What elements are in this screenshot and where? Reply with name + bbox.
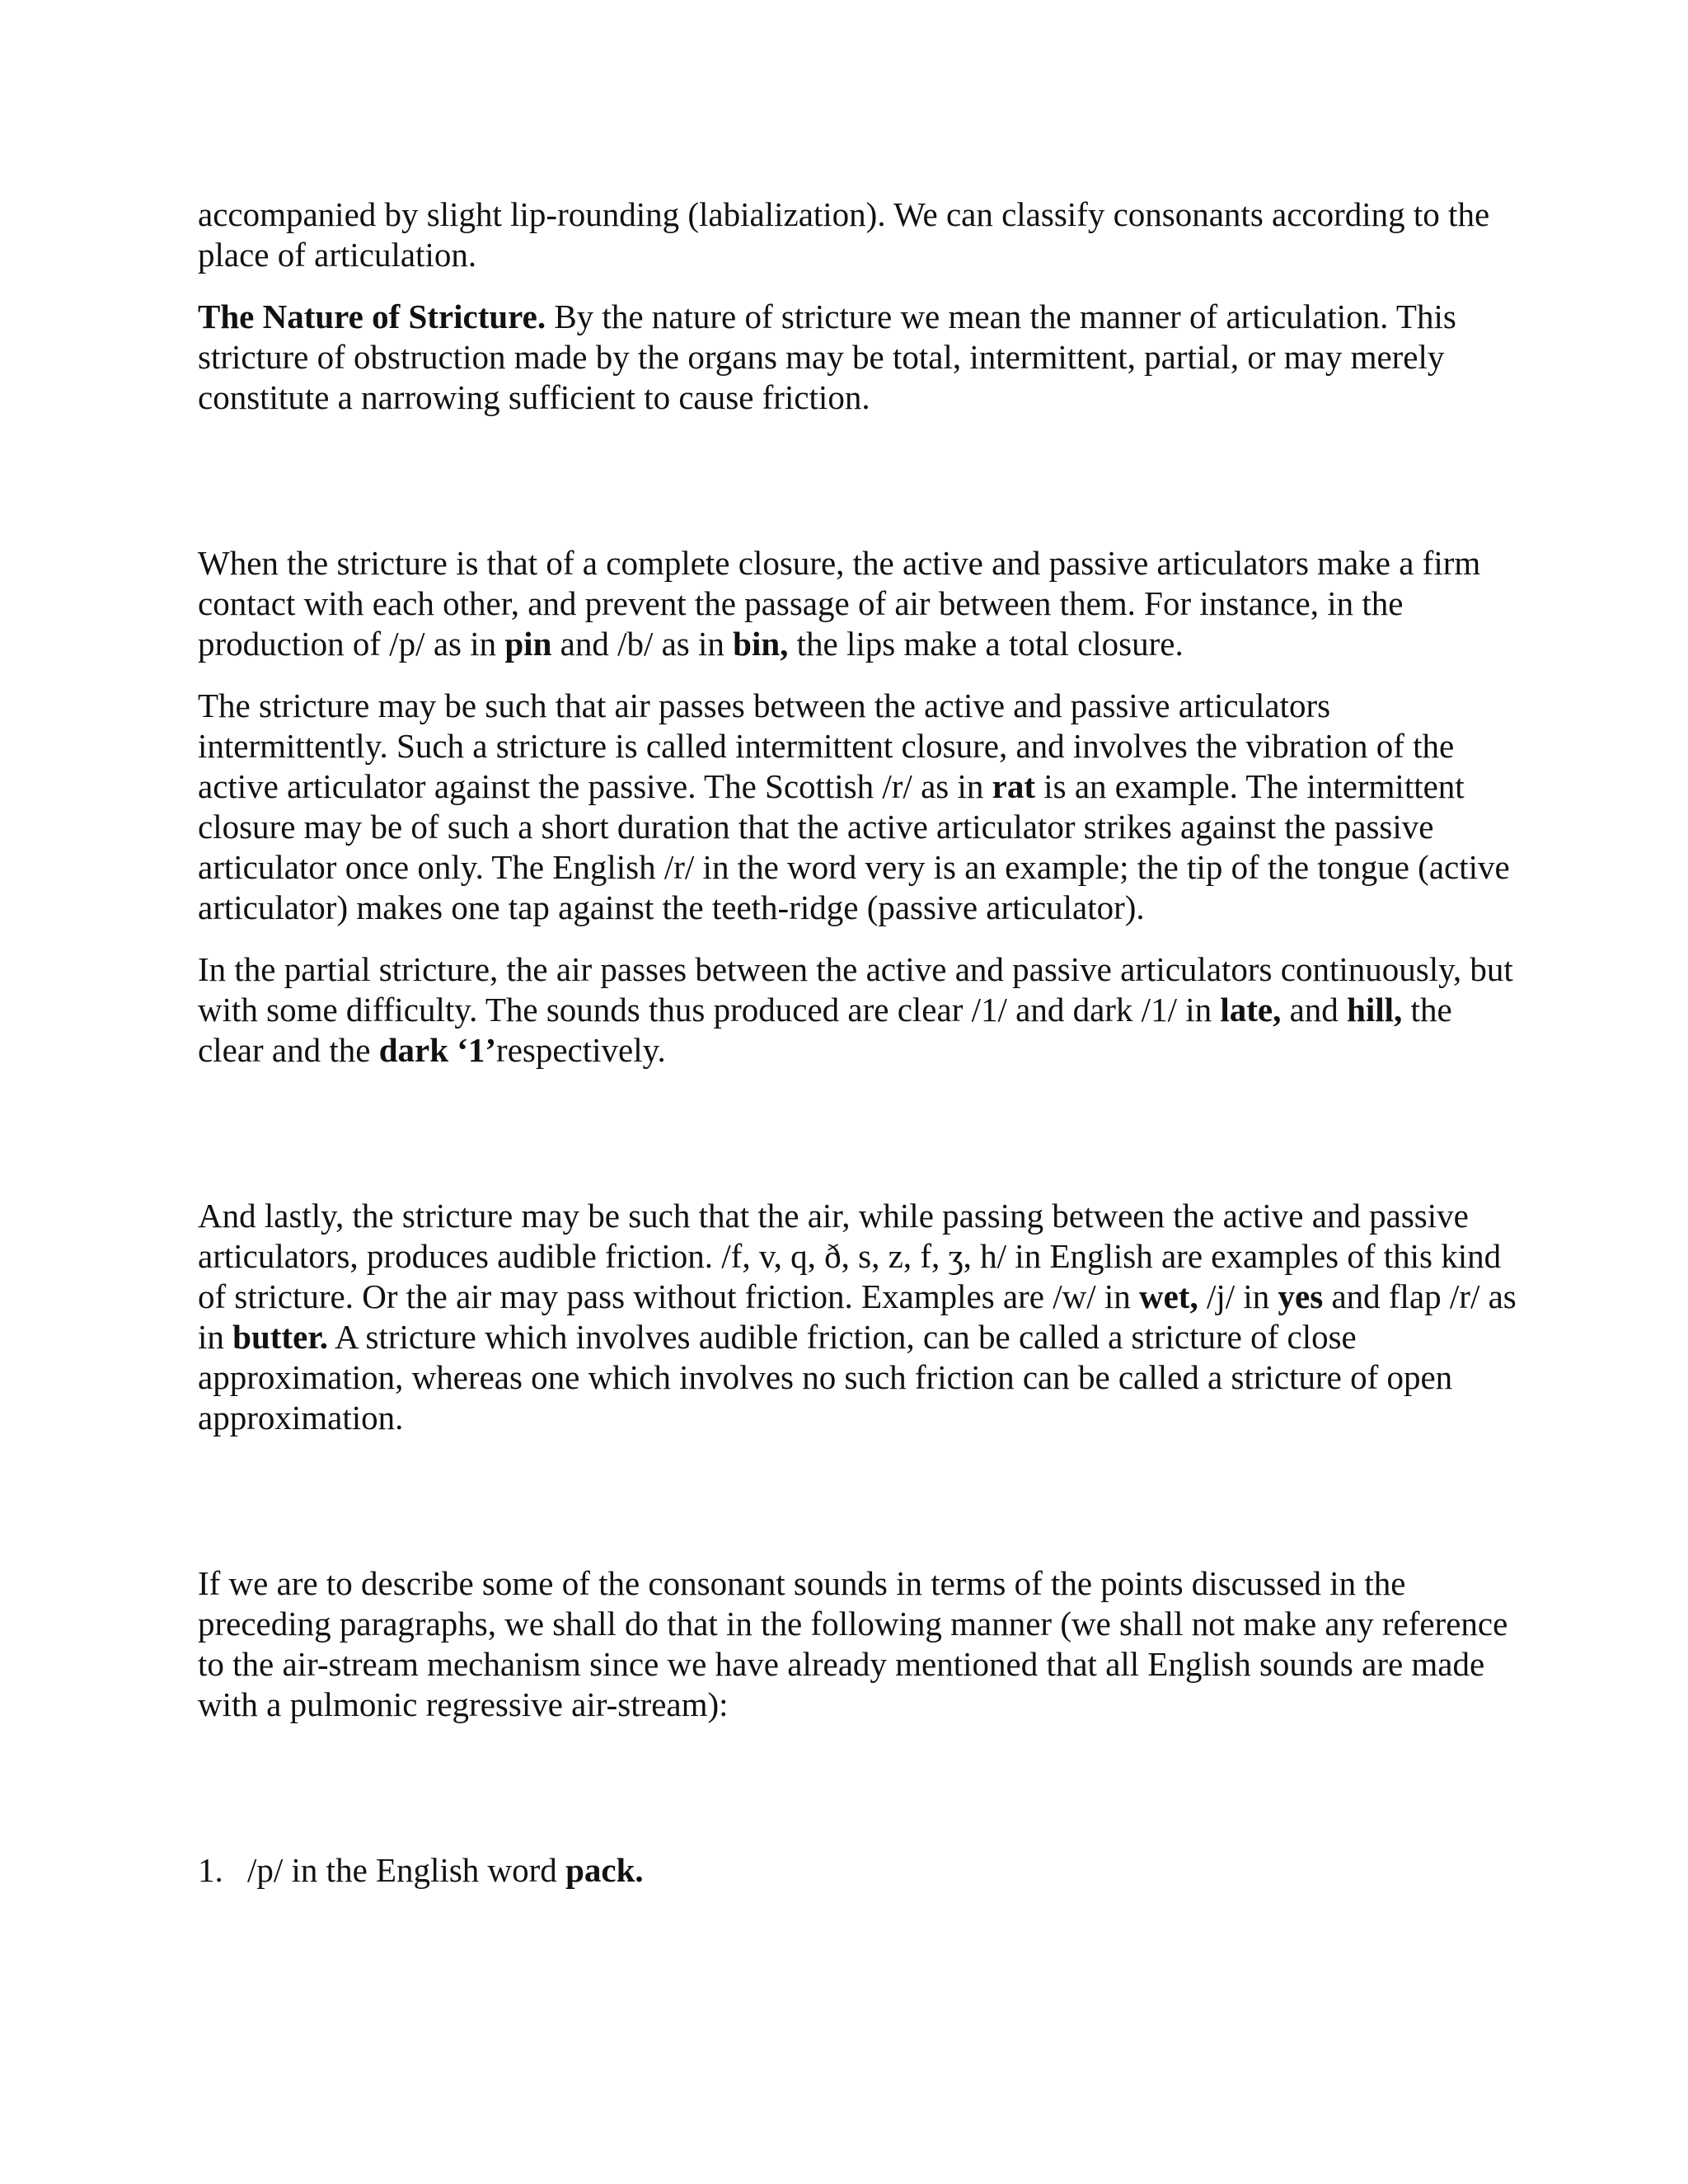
paragraph-text: is an example. The intermittent closure may be of such a short duration that the active articulator strikes against the passive articulator once only. The English /r/ in the word very is an example; the tip of the tongue (active articulator) makes one tap against the teeth-ridge (passive articulator).	[198, 767, 1510, 926]
section-heading: The Nature of Stricture.	[198, 298, 546, 335]
paragraph-text: accompanied by slight lip-rounding (labialization). We can classify consonants according to the place of articulation.	[198, 195, 1490, 274]
paragraph-text: By the nature of stricture we mean the manner of articulation. This stricture of obstruction made by the organs may be total, intermittent, partial, or may merely constitute a narrowing sufficient to cause friction.	[198, 298, 1456, 416]
bold-example: yes	[1278, 1277, 1324, 1315]
bold-example: dark ‘1’	[378, 1031, 497, 1069]
bold-example: pack.	[565, 1851, 644, 1889]
paragraph-text: And lastly, the stricture may be such that the air, while passing between the active and passive articulators, produces audible friction. /f, v, q, ð, s, z, f, ʒ, h/ in English are examples of this kind of stricture. Or the air may pass without friction. Examples are /w/ in	[198, 1197, 1502, 1315]
paragraph-text: /j/ in	[1198, 1277, 1278, 1315]
paragraph-approximation	[198, 1196, 1517, 1438]
paragraph-nature-of-stricture	[198, 297, 1517, 418]
bold-example: rat	[992, 767, 1035, 805]
bold-example: late,	[1220, 991, 1282, 1029]
paragraph-place-of-articulation	[198, 194, 1517, 275]
paragraph-text: A stricture which involves audible friction, can be called a stricture of close approximation, whereas one which involves no such friction can be called a stricture of open approximation.	[198, 1318, 1453, 1436]
paragraph-text: In the partial stricture, the air passes between the active and passive articulators continuously, but with some difficulty. The sounds thus produced are clear /1/ and dark /1/ in	[198, 950, 1513, 1029]
paragraph-text: and flap /r/ as in	[198, 1277, 1517, 1356]
paragraph-text: When the stricture is that of a complete closure, the active and passive articulators make a firm contact with each other, and prevent the passage of air between them. For instance, in the production of /p/ as in	[198, 544, 1481, 663]
list-number: 1.	[198, 1851, 223, 1889]
paragraph-text: respectively.	[496, 1031, 666, 1069]
list-item-text: /p/ in the English word	[247, 1851, 566, 1889]
paragraph-complete-closure	[198, 543, 1517, 664]
bold-example: wet,	[1139, 1277, 1198, 1315]
paragraph-text: the clear and the	[198, 991, 1452, 1069]
paragraph-text: If we are to describe some of the consonant sounds in terms of the points discussed in the preceding paragraphs, we shall do that in the following manner (we shall not make any reference to the air-stream mechanism since we have already mentioned that all English sounds are made with a pulmonic regressive air-stream):	[198, 1564, 1508, 1723]
list-item-content	[247, 1850, 644, 1891]
paragraph-text: the lips make a total closure.	[788, 625, 1184, 663]
bold-example: butter.	[232, 1318, 328, 1356]
list-item	[198, 1850, 1517, 1891]
paragraph-text: and /b/ as in	[551, 625, 734, 663]
paragraph-text: The stricture may be such that air passes between the active and passive articulators intermittently. Such a stricture is called intermittent closure, and involves the vibration of the active articulator against the passive. The Scottish /r/ as in	[198, 687, 1455, 805]
bold-example: hill,	[1347, 991, 1403, 1029]
paragraph-text: and	[1281, 991, 1348, 1029]
bold-example: pin	[504, 625, 552, 663]
bold-example: bin,	[733, 625, 789, 663]
paragraph-intermittent-closure	[198, 686, 1517, 928]
paragraph-partial-stricture	[198, 949, 1517, 1071]
paragraph-describe-consonants	[198, 1563, 1517, 1725]
document-page	[198, 194, 1517, 1891]
